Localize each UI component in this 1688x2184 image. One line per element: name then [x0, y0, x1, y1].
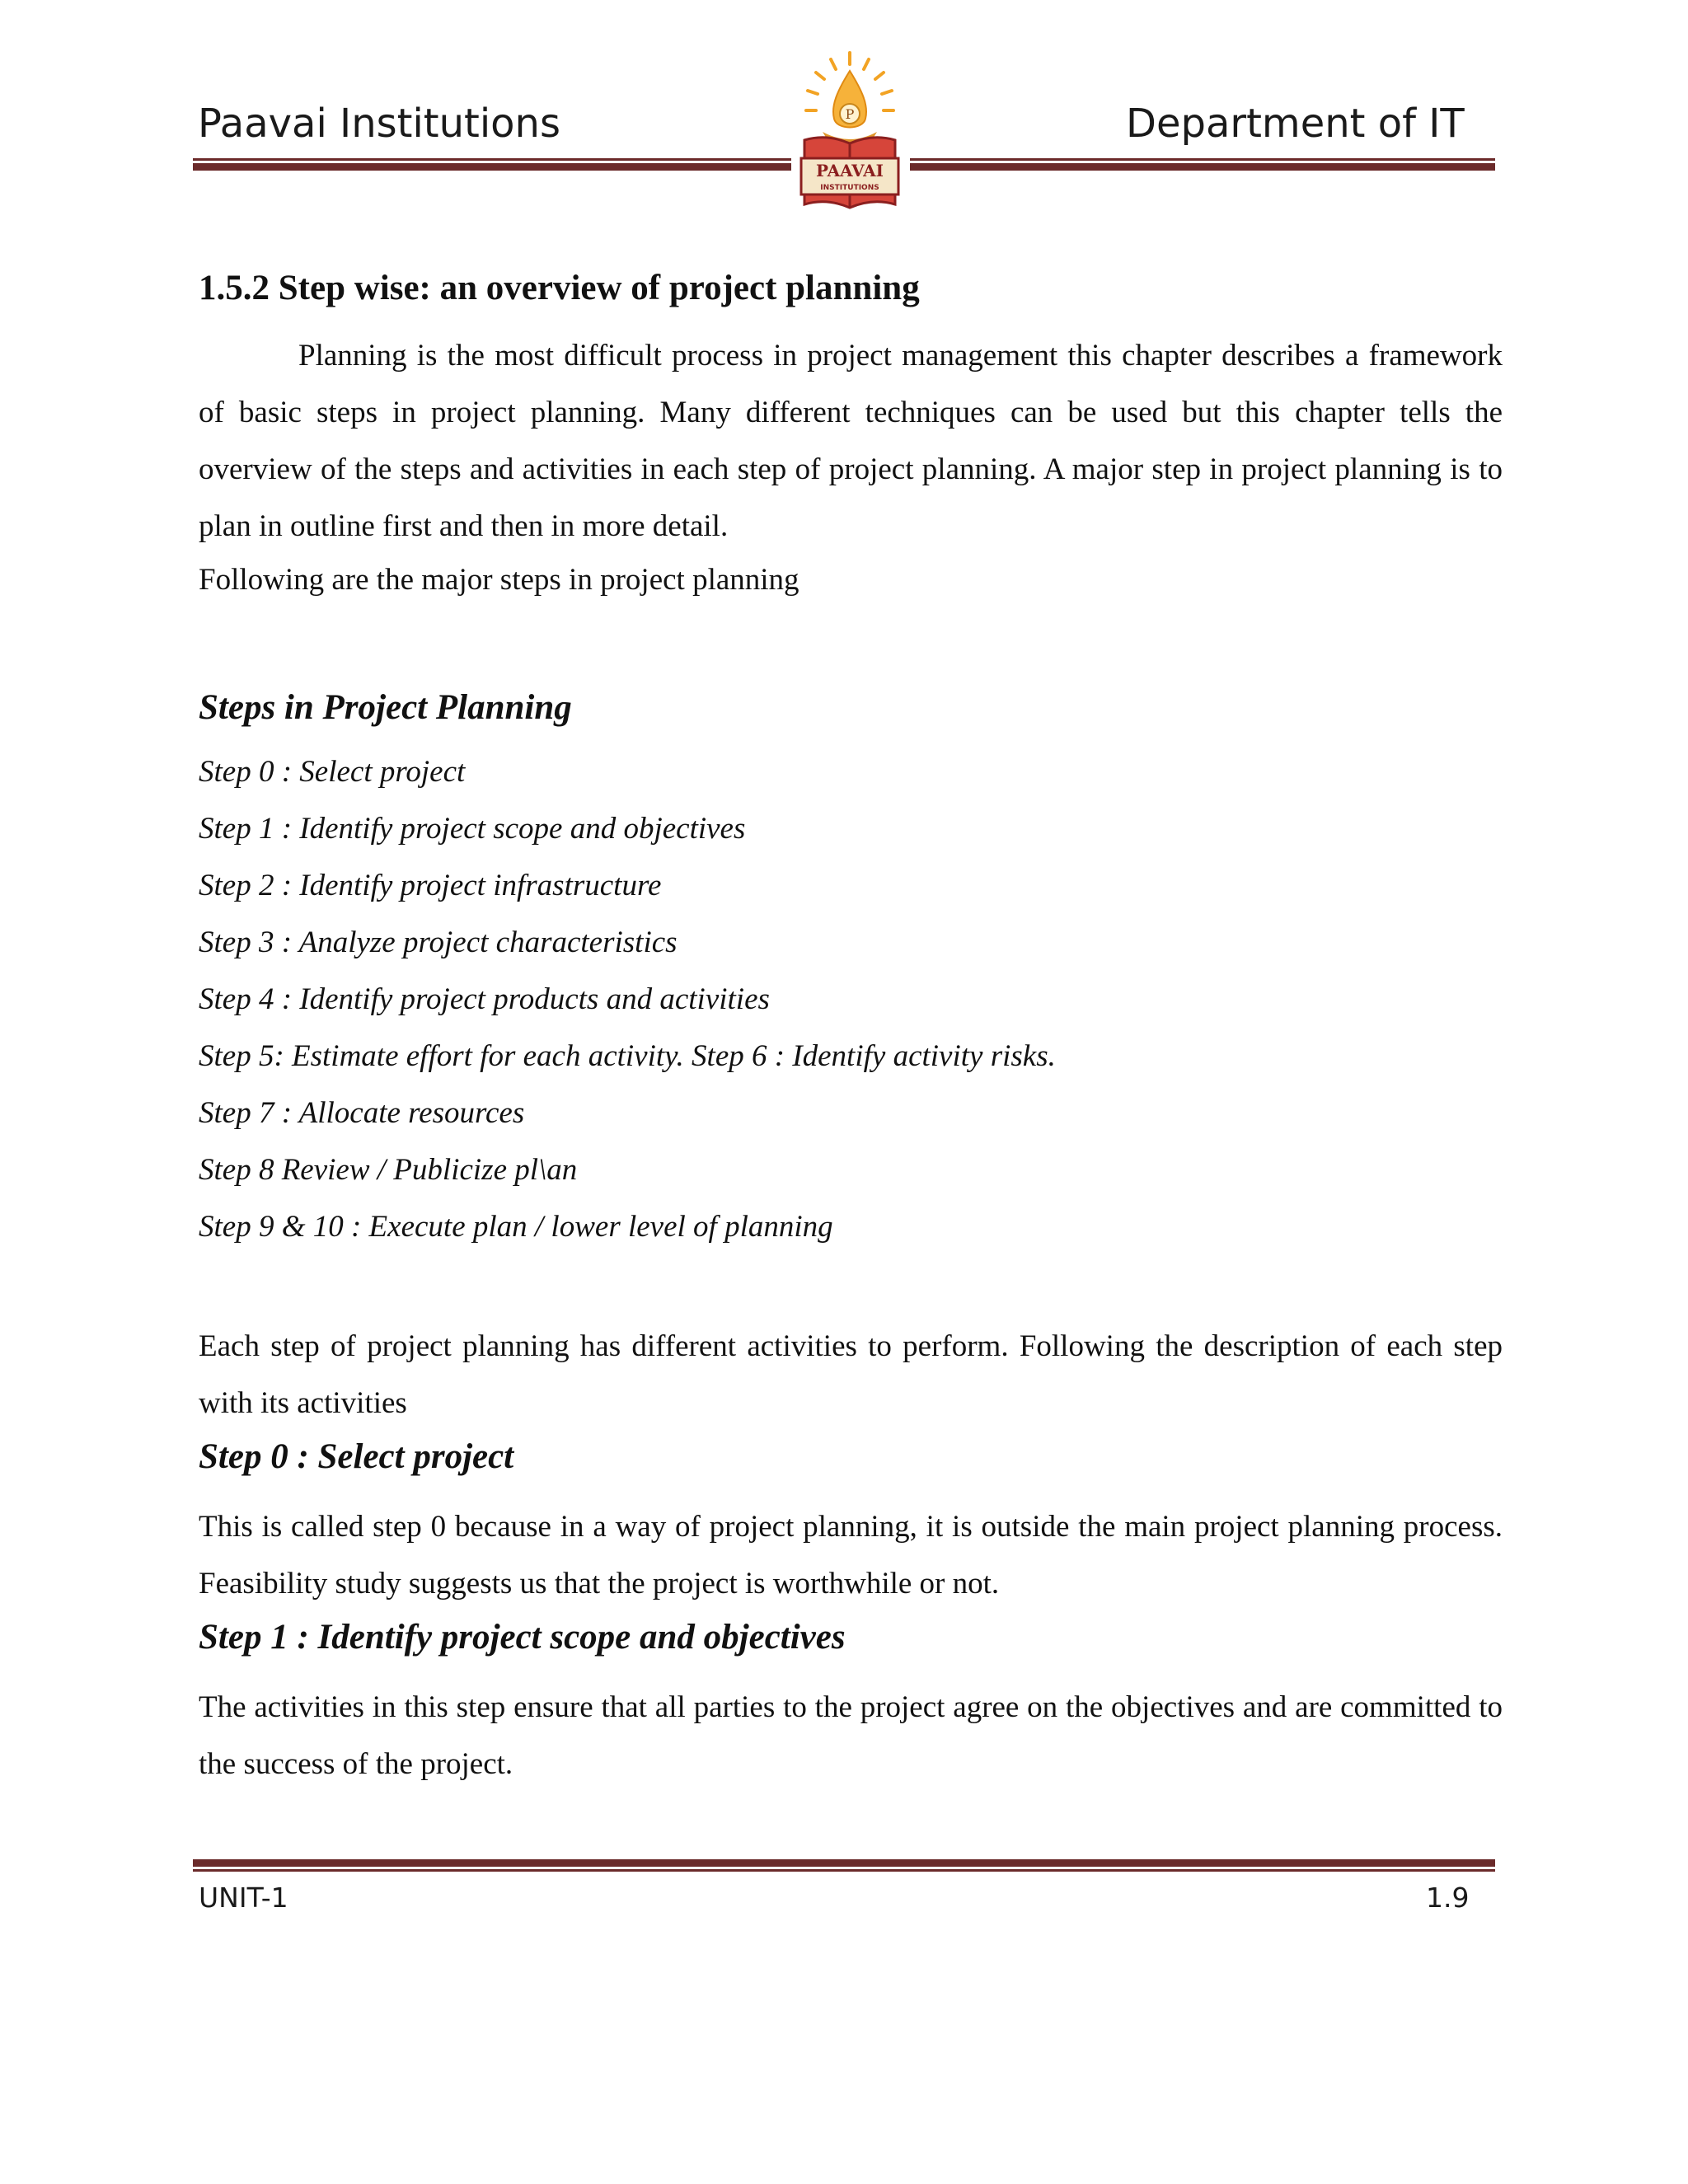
- footer-page-number: 1.9: [1426, 1882, 1470, 1914]
- section-title: 1.5.2 Step wise: an overview of project planning: [199, 269, 920, 307]
- steps-heading: Steps in Project Planning: [199, 688, 572, 727]
- header-department: Department of IT: [1126, 101, 1465, 147]
- following-line: Following are the major steps in project planning: [199, 563, 799, 597]
- svg-text:INSTITUTIONS: INSTITUTIONS: [820, 184, 879, 192]
- step1-title: Step 1 : Identify project scope and objectives: [199, 1618, 846, 1657]
- step-item-1: Step 1 : Identify project scope and objectives: [199, 812, 746, 846]
- header-rule-right: [910, 163, 1495, 171]
- intro-paragraph: Planning is the most difficult process in project management this chapter describes a framework of basic steps in project planning. Many different techniques can be used but this chapter tells the overview of the steps and activities in each step of project planning. A major step in project planning is to plan in outline first and then in more detail.: [199, 339, 1503, 543]
- header-institution: Paavai Institutions: [198, 101, 560, 147]
- paavai-logo-graphic: [790, 51, 910, 216]
- step-item-7: Step 7 : Allocate resources: [199, 1096, 525, 1130]
- step1-text: The activities in this step ensure that all parties to the project agree on the objectives and are committed to the success of the project.: [199, 1690, 1503, 1781]
- footer-rule: [193, 1859, 1495, 1867]
- paavai-logo: [790, 51, 910, 216]
- footer-rule-thin: [193, 1869, 1495, 1872]
- header-rule-left-thin: [193, 158, 791, 161]
- each-step-paragraph: Each step of project planning has different activities to perform. Following the description of each step with its activities: [199, 1329, 1503, 1420]
- footer-unit: UNIT-1: [199, 1882, 288, 1914]
- header-rule-left: [193, 163, 791, 171]
- step0-title: Step 0 : Select project: [199, 1437, 514, 1476]
- step0-text: This is called step 0 because in a way of project planning, it is outside the main project planning process. Feasibility study suggests us that the project is worthwhile or not.: [199, 1510, 1503, 1601]
- header-rule-right-thin: [910, 158, 1495, 161]
- step-item-2: Step 2 : Identify project infrastructure: [199, 869, 662, 902]
- svg-text:PAAVAI: PAAVAI: [815, 161, 884, 180]
- step-item-8: Step 8 Review / Publicize pl\an: [199, 1153, 578, 1187]
- step-item-9: Step 9 & 10 : Execute plan / lower level of planning: [199, 1210, 833, 1244]
- step-item-0: Step 0 : Select project: [199, 755, 466, 789]
- step-item-4: Step 4 : Identify project products and activities: [199, 982, 770, 1016]
- svg-text:P: P: [845, 106, 855, 122]
- step-item-3: Step 3 : Analyze project characteristics: [199, 926, 678, 959]
- step-item-5: Step 5: Estimate effort for each activity. Step 6 : Identify activity risks.: [199, 1039, 1056, 1073]
